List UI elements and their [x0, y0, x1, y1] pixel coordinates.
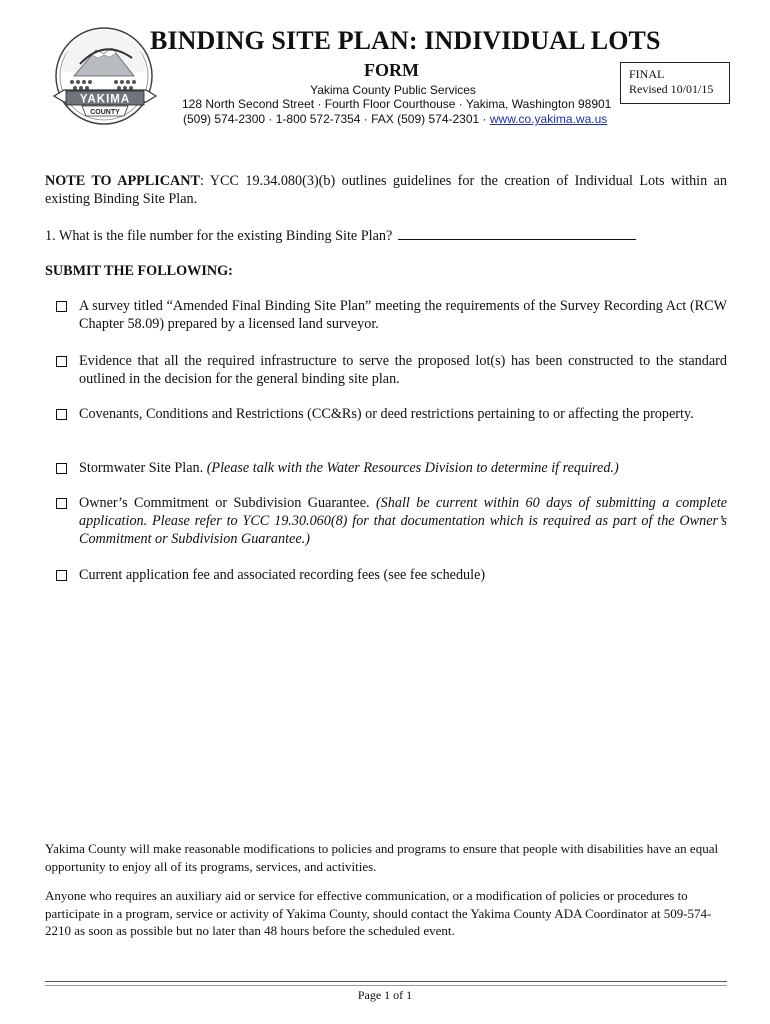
checklist-note: (Shall be current within 60 days of submitting a complete application. Please refer to YCC 19.30.060(8) for that documentation which is required as part of the Owner’s Commitment or Subdivision Guarantee.)	[79, 495, 727, 547]
footer-rule	[45, 985, 727, 986]
checkbox[interactable]	[56, 498, 67, 509]
checkbox[interactable]	[56, 570, 67, 581]
note-text: : YCC 19.34.080(3)(b) outlines guidelines for the creation of Individual Lots within an existing Binding Site Plan.	[45, 173, 728, 207]
checkbox[interactable]	[56, 356, 67, 367]
checkbox[interactable]	[56, 301, 67, 312]
note-label: NOTE TO APPLICANT	[45, 173, 200, 189]
revision-date: Revised 10/01/15	[629, 82, 714, 96]
revision-box	[620, 62, 730, 104]
form-subtitle: FORM	[364, 60, 419, 80]
footer-rule	[45, 981, 727, 982]
yakima-county-logo	[52, 24, 162, 136]
checklist-item-owners-commitment	[56, 494, 727, 548]
website-link[interactable]: www.co.yakima.wa.us	[489, 112, 608, 126]
checklist-text: Stormwater Site Plan.	[79, 460, 207, 476]
checklist-text: Owner’s Commitment or Subdivision Guarantee.	[79, 495, 376, 511]
checklist-item-infrastructure	[56, 352, 727, 388]
checklist-item-stormwater	[56, 459, 727, 477]
file-number-field[interactable]	[398, 227, 636, 240]
agency-name: Yakima County Public Services	[310, 83, 476, 97]
submit-heading: SUBMIT THE FOLLOWING:	[45, 263, 233, 279]
checklist-item-survey	[56, 297, 727, 333]
checklist-text: Covenants, Conditions and Restrictions (CC&Rs) or deed restrictions pertaining to or affecting the property.	[79, 406, 694, 422]
checklist-text: Current application fee and associated recording fees (see fee schedule)	[79, 567, 486, 583]
checklist-text: Evidence that all the required infrastructure to serve the proposed lot(s) has been constructed to the standard outlined in the decision for the general binding site plan.	[79, 353, 727, 387]
question-1	[45, 227, 636, 245]
form-title: BINDING SITE PLAN: INDIVIDUAL LOTS	[150, 26, 661, 55]
agency-address: 128 North Second Street · Fourth Floor Courthouse · Yakima, Washington 98901	[182, 97, 612, 111]
page-number: Page 1 of 1	[357, 988, 413, 1002]
ada-statement: Yakima County will make reasonable modifications to policies and programs to ensure that people with disabilities have an equal opportunity to enjoy all of its programs, services, and activities.	[45, 841, 719, 874]
ada-contact: Anyone who requires an auxiliary aid or service for effective communication, or a modification of policies or procedures to participate in a program, service or activity of Yakima County, should contact the Yakima County ADA Coordinator at 509-574-2210 as soon as possible but no later than 48 hours before the scheduled event.	[45, 888, 712, 938]
question-1-text: 1. What is the file number for the existing Binding Site Plan?	[45, 228, 393, 244]
checklist-item-fees	[56, 566, 727, 584]
checklist-text: A survey titled “Amended Final Binding Site Plan” meeting the requirements of the Survey Recording Act (RCW Chapter 58.09) prepared by a licensed land surveyor.	[79, 298, 727, 332]
checklist-note: (Please talk with the Water Resources Division to determine if required.)	[206, 460, 619, 476]
checkbox[interactable]	[56, 409, 67, 420]
checkbox[interactable]	[56, 463, 67, 474]
phone-numbers: (509) 574-2300 · 1-800 572-7354 · FAX (509) 574-2301 ·	[183, 112, 490, 126]
status-label: FINAL	[629, 67, 665, 81]
logo-name: YAKIMA	[79, 93, 131, 106]
logo-sub: COUNTY	[90, 109, 120, 116]
agency-contact	[183, 112, 607, 126]
checklist-item-ccrs	[56, 405, 727, 423]
note-to-applicant	[45, 172, 727, 208]
